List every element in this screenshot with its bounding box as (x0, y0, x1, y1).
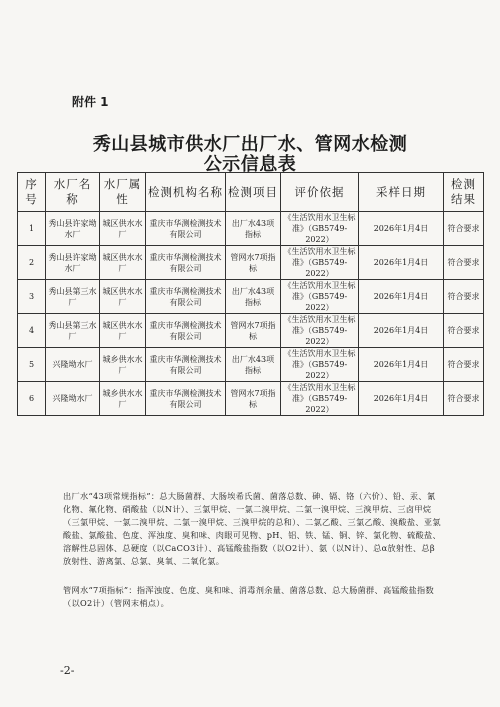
cell-date: 2026年1月4日 (359, 280, 444, 314)
document-title: 秀山县城市供水厂出厂水、管网水检测 (92, 134, 408, 155)
cell-result: 符合要求 (444, 348, 484, 382)
attachment-label: 附件 1 (72, 95, 109, 109)
cell-plant-name: 秀山县许家坳水厂 (46, 246, 100, 280)
cell-agency: 重庆市华测检测技术有限公司 (146, 314, 226, 348)
cell-plant-name: 秀山县第三水厂 (46, 280, 100, 314)
cell-basis: 《生活饮用水卫生标准》（GB5749-2022） (281, 280, 359, 314)
cell-items: 管网水7项指标 (226, 246, 281, 280)
cell-plant-type: 城区供水水厂 (100, 246, 146, 280)
inspection-table (17, 172, 484, 416)
cell-plant-type: 城区供水水厂 (100, 280, 146, 314)
cell-agency: 重庆市华测检测技术有限公司 (146, 348, 226, 382)
cell-date: 2026年1月4日 (359, 348, 444, 382)
table-row (18, 348, 484, 382)
cell-index: 3 (18, 280, 46, 314)
cell-items: 出厂水43项指标 (226, 348, 281, 382)
cell-date: 2026年1月4日 (359, 246, 444, 280)
cell-basis: 《生活饮用水卫生标准》（GB5749-2022） (281, 246, 359, 280)
cell-items: 出厂水43项指标 (226, 280, 281, 314)
cell-basis: 《生活饮用水卫生标准》（GB5749-2022） (281, 212, 359, 246)
page-number: -2- (60, 664, 75, 677)
cell-basis: 《生活饮用水卫生标准》（GB5749-2022） (281, 382, 359, 416)
cell-index: 2 (18, 246, 46, 280)
cell-result: 符合要求 (444, 314, 484, 348)
cell-date: 2026年1月4日 (359, 212, 444, 246)
cell-agency: 重庆市华测检测技术有限公司 (146, 246, 226, 280)
cell-items: 出厂水43项指标 (226, 212, 281, 246)
cell-result: 符合要求 (444, 246, 484, 280)
table-row (18, 280, 484, 314)
cell-plant-type: 城区供水水厂 (100, 212, 146, 246)
cell-index: 1 (18, 212, 46, 246)
cell-items: 管网水7项指标 (226, 314, 281, 348)
header-plant-type: 水厂属性 (100, 173, 146, 212)
cell-index: 5 (18, 348, 46, 382)
cell-basis: 《生活饮用水卫生标准》（GB5749-2022） (281, 348, 359, 382)
cell-result: 符合要求 (444, 212, 484, 246)
cell-date: 2026年1月4日 (359, 382, 444, 416)
cell-plant-type: 城区供水水厂 (100, 314, 146, 348)
table-header-row (18, 173, 484, 212)
document-subtitle: 公示信息表 (203, 154, 297, 175)
table-row (18, 314, 484, 348)
table-row (18, 246, 484, 280)
cell-items: 管网水7项指标 (226, 382, 281, 416)
cell-agency: 重庆市华测检测技术有限公司 (146, 280, 226, 314)
cell-plant-name: 兴隆坳水厂 (46, 348, 100, 382)
cell-date: 2026年1月4日 (359, 314, 444, 348)
cell-plant-name: 秀山县第三水厂 (46, 314, 100, 348)
cell-agency: 重庆市华测检测技术有限公司 (146, 212, 226, 246)
cell-result: 符合要求 (444, 280, 484, 314)
header-date: 采样日期 (359, 173, 444, 212)
cell-plant-type: 城乡供水水厂 (100, 348, 146, 382)
header-plant-name: 水厂名称 (46, 173, 100, 212)
cell-index: 4 (18, 314, 46, 348)
header-basis: 评价依据 (281, 173, 359, 212)
cell-plant-type: 城乡供水水厂 (100, 382, 146, 416)
network-water-note: 管网水“7项指标”：指浑浊度、色度、臭和味、消毒剂余量、菌落总数、总大肠菌群、高锰酸盐指数（以O2计）（管网末梢点）。 (63, 585, 434, 608)
cell-plant-name: 兴隆坳水厂 (46, 382, 100, 416)
header-agency: 检测机构名称 (146, 173, 226, 212)
cell-index: 6 (18, 382, 46, 416)
table-row (18, 212, 484, 246)
header-items: 检测项目 (226, 173, 281, 212)
factory-water-note: 出厂水“43项常规指标”：总大肠菌群、大肠埃希氏菌、菌落总数、砷、镉、铬（六价）、铅、汞、氰化物、氟化物、硝酸盐（以N计）、三氯甲烷、一氯二溴甲烷、二氯一溴甲烷、三溴甲烷、三卤甲烷（三氯甲烷、一氯二溴甲烷、二氯一溴甲烷、三溴甲烷的总和）、二氯乙酸、三氯乙酸、溴酸盐、亚氯酸盐、氯酸盐、色度、浑浊度、臭和味、肉眼可见物、pH、铝、铁、锰、铜、锌、氯化物、硫酸盐、溶解性总固体、总硬度（以CaCO3计）、高锰酸盐指数（以O2计）、氨（以N计）、总α放射性、总β放射性、游离氯、总氯、臭氧、二氧化氯。 (63, 491, 441, 566)
cell-result: 符合要求 (444, 382, 484, 416)
table-row (18, 382, 484, 416)
header-index: 序号 (18, 173, 46, 212)
cell-plant-name: 秀山县许家坳水厂 (46, 212, 100, 246)
header-result: 检测结果 (444, 173, 484, 212)
cell-basis: 《生活饮用水卫生标准》（GB5749-2022） (281, 314, 359, 348)
cell-agency: 重庆市华测检测技术有限公司 (146, 382, 226, 416)
